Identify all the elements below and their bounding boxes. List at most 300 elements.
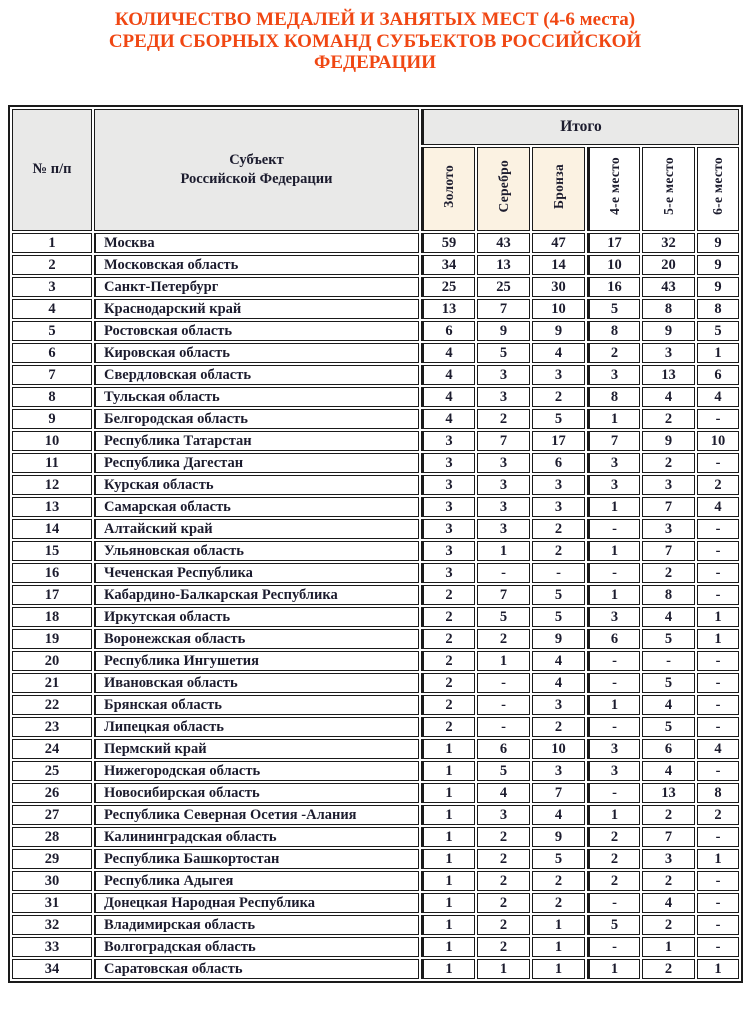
place6-cell: - [697,651,739,671]
subject-cell: Липецкая область [94,717,419,737]
gold-cell: 2 [421,607,475,627]
place6-cell: - [697,453,739,473]
subject-cell: Самарская область [94,497,419,517]
header-place6-label: 6-е место [710,157,725,215]
subject-cell: Воронежская область [94,629,419,649]
place4-cell: 16 [587,277,640,297]
row-number-cell: 1 [12,233,92,253]
gold-cell: 2 [421,673,475,693]
header-place5-label: 5-е место [660,157,676,215]
gold-cell: 4 [421,387,475,407]
silver-cell: 1 [477,959,530,979]
table-row [12,321,739,341]
subject-cell: Новосибирская область [94,783,419,803]
silver-cell: 3 [477,475,530,495]
silver-cell: - [477,563,530,583]
place4-cell: 2 [587,343,640,363]
header-subject-line-2: Российской Федерации [180,170,333,187]
row-number-cell: 4 [12,299,92,319]
place6-cell: 9 [697,233,739,253]
place5-cell: 20 [642,255,695,275]
table-row [12,783,739,803]
place5-cell: 4 [642,893,695,913]
silver-cell: 7 [477,299,530,319]
header-total: Итого [421,109,739,145]
place4-cell: 3 [587,607,640,627]
row-number-cell: 29 [12,849,92,869]
gold-cell: 3 [421,431,475,451]
header-gold-label: Золото [441,164,456,208]
table-row [12,541,739,561]
place5-cell: 7 [642,497,695,517]
silver-cell: 1 [477,541,530,561]
table-row [12,849,739,869]
row-number-cell: 22 [12,695,92,715]
place6-cell: 5 [697,321,739,341]
place5-cell: 2 [642,959,695,979]
subject-cell: Чеченская Республика [94,563,419,583]
place5-cell: 2 [642,453,695,473]
place5-cell: 3 [642,343,695,363]
table-row [12,387,739,407]
place6-cell: 1 [697,629,739,649]
gold-cell: 1 [421,915,475,935]
bronze-cell: 3 [532,475,585,495]
table-row [12,365,739,385]
gold-cell: 25 [421,277,475,297]
place6-cell: - [697,563,739,583]
row-number-cell: 25 [12,761,92,781]
header-place5 [642,147,695,231]
subject-cell: Донецкая Народная Республика [94,893,419,913]
bronze-cell: 2 [532,519,585,539]
subject-cell: Белгородская область [94,409,419,429]
subject-cell: Республика Башкортостан [94,849,419,869]
place4-cell: - [587,783,640,803]
gold-cell: 4 [421,409,475,429]
gold-cell: 1 [421,959,475,979]
silver-cell: 3 [477,805,530,825]
silver-cell: 3 [477,365,530,385]
header-place4 [587,147,640,231]
subject-cell: Калининградская область [94,827,419,847]
table-row [12,343,739,363]
gold-cell: 1 [421,893,475,913]
place5-cell: 32 [642,233,695,253]
bronze-cell: 47 [532,233,585,253]
subject-cell: Ростовская область [94,321,419,341]
silver-cell: 5 [477,607,530,627]
table-row [12,915,739,935]
header-silver [477,147,530,231]
place5-cell: 5 [642,717,695,737]
bronze-cell: 2 [532,893,585,913]
table-row [12,233,739,253]
subject-cell: Республика Северная Осетия -Алания [94,805,419,825]
gold-cell: 3 [421,563,475,583]
row-number-cell: 19 [12,629,92,649]
gold-cell: 3 [421,519,475,539]
place6-cell: 4 [697,387,739,407]
bronze-cell: 2 [532,717,585,737]
place4-cell: - [587,893,640,913]
bronze-cell: 5 [532,607,585,627]
row-number-cell: 24 [12,739,92,759]
gold-cell: 34 [421,255,475,275]
gold-cell: 4 [421,365,475,385]
header-place4-label: 4-е место [606,157,622,215]
place6-cell: 1 [697,607,739,627]
gold-cell: 3 [421,497,475,517]
subject-cell: Ивановская область [94,673,419,693]
table-row [12,255,739,275]
table-header [12,109,739,231]
subject-cell: Москва [94,233,419,253]
row-number-cell: 34 [12,959,92,979]
bronze-cell: 2 [532,387,585,407]
place5-cell: 3 [642,475,695,495]
place4-cell: 3 [587,365,640,385]
place6-cell: - [697,541,739,561]
bronze-cell: 7 [532,783,585,803]
silver-cell: 5 [477,761,530,781]
table-row [12,563,739,583]
bronze-cell: 2 [532,871,585,891]
place4-cell: 6 [587,629,640,649]
table-row [12,519,739,539]
header-bronze-label: Бронза [550,163,566,209]
header-number: № п/п [12,109,92,231]
table-row [12,475,739,495]
place4-cell: 1 [587,959,640,979]
table-row [12,673,739,693]
subject-cell: Саратовская область [94,959,419,979]
subject-cell: Волгоградская область [94,937,419,957]
place4-cell: 8 [587,387,640,407]
subject-cell: Кабардино-Балкарская Республика [94,585,419,605]
subject-cell: Тульская область [94,387,419,407]
bronze-cell: 1 [532,915,585,935]
place6-cell: - [697,871,739,891]
gold-cell: 1 [421,761,475,781]
place4-cell: - [587,519,640,539]
table-row [12,277,739,297]
table-row [12,409,739,429]
place4-cell: 1 [587,585,640,605]
table-row [12,761,739,781]
silver-cell: - [477,717,530,737]
gold-cell: 2 [421,717,475,737]
row-number-cell: 18 [12,607,92,627]
gold-cell: 59 [421,233,475,253]
bronze-cell: 9 [532,827,585,847]
place6-cell: - [697,893,739,913]
place4-cell: 2 [587,871,640,891]
place6-cell: 8 [697,299,739,319]
bronze-cell: 2 [532,541,585,561]
table-row [12,739,739,759]
header-subject [94,109,419,231]
row-number-cell: 26 [12,783,92,803]
place4-cell: 1 [587,541,640,561]
table-row [12,827,739,847]
row-number-cell: 17 [12,585,92,605]
place4-cell: 5 [587,299,640,319]
place5-cell: 6 [642,739,695,759]
place6-cell: - [697,937,739,957]
place5-cell: - [642,651,695,671]
bronze-cell: 9 [532,321,585,341]
table-row [12,431,739,451]
header-subject-line-1: Субъект [229,151,284,168]
row-number-cell: 14 [12,519,92,539]
place6-cell: 10 [697,431,739,451]
title-line-3: ФЕДЕРАЦИИ [314,52,436,73]
table-row [12,585,739,605]
bronze-cell: 5 [532,409,585,429]
bronze-cell: 17 [532,431,585,451]
gold-cell: 1 [421,739,475,759]
row-number-cell: 11 [12,453,92,473]
table-row [12,937,739,957]
place4-cell: 3 [587,739,640,759]
gold-cell: 2 [421,695,475,715]
place5-cell: 5 [642,629,695,649]
silver-cell: 2 [477,915,530,935]
place6-cell: - [697,915,739,935]
place6-cell: 4 [697,739,739,759]
silver-cell: 7 [477,585,530,605]
gold-cell: 2 [421,585,475,605]
place5-cell: 2 [642,409,695,429]
row-number-cell: 2 [12,255,92,275]
gold-cell: 2 [421,629,475,649]
place6-cell: 2 [697,805,739,825]
subject-cell: Иркутская область [94,607,419,627]
place5-cell: 7 [642,541,695,561]
place4-cell: 2 [587,849,640,869]
subject-cell: Алтайский край [94,519,419,539]
place5-cell: 2 [642,563,695,583]
table-row [12,607,739,627]
subject-cell: Республика Дагестан [94,453,419,473]
row-number-cell: 12 [12,475,92,495]
bronze-cell: 3 [532,761,585,781]
header-bronze [532,147,585,231]
silver-cell: 6 [477,739,530,759]
place4-cell: - [587,563,640,583]
place6-cell: 1 [697,959,739,979]
place6-cell: 4 [697,497,739,517]
table-row [12,871,739,891]
silver-cell: 43 [477,233,530,253]
subject-cell: Свердловская область [94,365,419,385]
silver-cell: 3 [477,453,530,473]
place4-cell: 1 [587,805,640,825]
place6-cell: - [697,827,739,847]
bronze-cell: 5 [532,849,585,869]
row-number-cell: 16 [12,563,92,583]
place6-cell: 9 [697,277,739,297]
place6-cell: - [697,717,739,737]
row-number-cell: 31 [12,893,92,913]
place5-cell: 2 [642,805,695,825]
place6-cell: 6 [697,365,739,385]
row-number-cell: 7 [12,365,92,385]
page-title [0,0,750,74]
silver-cell: 1 [477,651,530,671]
place6-cell: - [697,673,739,693]
bronze-cell: 1 [532,937,585,957]
gold-cell: 1 [421,849,475,869]
bronze-cell: 3 [532,365,585,385]
place5-cell: 13 [642,365,695,385]
table-row [12,959,739,979]
place5-cell: 3 [642,519,695,539]
row-number-cell: 3 [12,277,92,297]
place5-cell: 2 [642,871,695,891]
silver-cell: 2 [477,629,530,649]
header-gold [421,147,475,231]
place4-cell: 2 [587,827,640,847]
place5-cell: 3 [642,849,695,869]
subject-cell: Московская область [94,255,419,275]
bronze-cell: 10 [532,299,585,319]
place4-cell: - [587,651,640,671]
bronze-cell: 4 [532,343,585,363]
bronze-cell: - [532,563,585,583]
place4-cell: 3 [587,761,640,781]
bronze-cell: 4 [532,673,585,693]
row-number-cell: 28 [12,827,92,847]
table-row [12,717,739,737]
subject-cell: Нижегородская область [94,761,419,781]
place6-cell: 1 [697,849,739,869]
place5-cell: 4 [642,695,695,715]
gold-cell: 2 [421,651,475,671]
silver-cell: 3 [477,387,530,407]
gold-cell: 1 [421,783,475,803]
silver-cell: 25 [477,277,530,297]
place4-cell: - [587,673,640,693]
table-row [12,695,739,715]
gold-cell: 3 [421,453,475,473]
medals-table [8,105,743,983]
subject-cell: Брянская область [94,695,419,715]
place4-cell: 5 [587,915,640,935]
gold-cell: 1 [421,827,475,847]
bronze-cell: 9 [532,629,585,649]
place5-cell: 43 [642,277,695,297]
place4-cell: 8 [587,321,640,341]
bronze-cell: 1 [532,959,585,979]
silver-cell: - [477,695,530,715]
row-number-cell: 32 [12,915,92,935]
title-line-1: КОЛИЧЕСТВО МЕДАЛЕЙ И ЗАНЯТЫХ МЕСТ (4-6 места) [114,9,636,30]
subject-cell: Санкт-Петербург [94,277,419,297]
place6-cell: - [697,761,739,781]
silver-cell: 2 [477,893,530,913]
table-row [12,805,739,825]
row-number-cell: 5 [12,321,92,341]
subject-cell: Республика Татарстан [94,431,419,451]
gold-cell: 1 [421,937,475,957]
table-row [12,299,739,319]
place4-cell: 1 [587,695,640,715]
row-number-cell: 20 [12,651,92,671]
row-number-cell: 13 [12,497,92,517]
silver-cell: 3 [477,497,530,517]
header-silver-label: Серебро [495,159,511,213]
place5-cell: 13 [642,783,695,803]
place5-cell: 8 [642,585,695,605]
place6-cell: 8 [697,783,739,803]
silver-cell: 2 [477,409,530,429]
place6-cell: - [697,519,739,539]
bronze-cell: 30 [532,277,585,297]
place5-cell: 4 [642,607,695,627]
bronze-cell: 6 [532,453,585,473]
table-body [12,233,739,979]
row-number-cell: 30 [12,871,92,891]
subject-cell: Республика Адыгея [94,871,419,891]
silver-cell: 2 [477,937,530,957]
subject-cell: Владимирская область [94,915,419,935]
bronze-cell: 14 [532,255,585,275]
table-row [12,651,739,671]
bronze-cell: 3 [532,497,585,517]
place4-cell: 17 [587,233,640,253]
bronze-cell: 4 [532,651,585,671]
subject-cell: Кировская область [94,343,419,363]
row-number-cell: 21 [12,673,92,693]
bronze-cell: 3 [532,695,585,715]
place4-cell: 3 [587,453,640,473]
place4-cell: 3 [587,475,640,495]
row-number-cell: 33 [12,937,92,957]
place5-cell: 8 [642,299,695,319]
place4-cell: - [587,717,640,737]
place6-cell: - [697,409,739,429]
subject-cell: Пермский край [94,739,419,759]
table-row [12,453,739,473]
silver-cell: 7 [477,431,530,451]
header-place6 [697,147,739,231]
bronze-cell: 4 [532,805,585,825]
place5-cell: 2 [642,915,695,935]
silver-cell: 3 [477,519,530,539]
gold-cell: 1 [421,871,475,891]
place5-cell: 4 [642,761,695,781]
place5-cell: 7 [642,827,695,847]
row-number-cell: 8 [12,387,92,407]
row-number-cell: 15 [12,541,92,561]
row-number-cell: 9 [12,409,92,429]
subject-cell: Курская область [94,475,419,495]
place4-cell: 7 [587,431,640,451]
place4-cell: 10 [587,255,640,275]
subject-cell: Ульяновская область [94,541,419,561]
place4-cell: - [587,937,640,957]
gold-cell: 6 [421,321,475,341]
silver-cell: - [477,673,530,693]
place6-cell: 9 [697,255,739,275]
place6-cell: - [697,585,739,605]
title-line-2: СРЕДИ СБОРНЫХ КОМАНД СУБЪЕКТОВ РОССИЙСКОЙ [108,30,642,52]
place6-cell: 2 [697,475,739,495]
place4-cell: 1 [587,409,640,429]
silver-cell: 5 [477,343,530,363]
